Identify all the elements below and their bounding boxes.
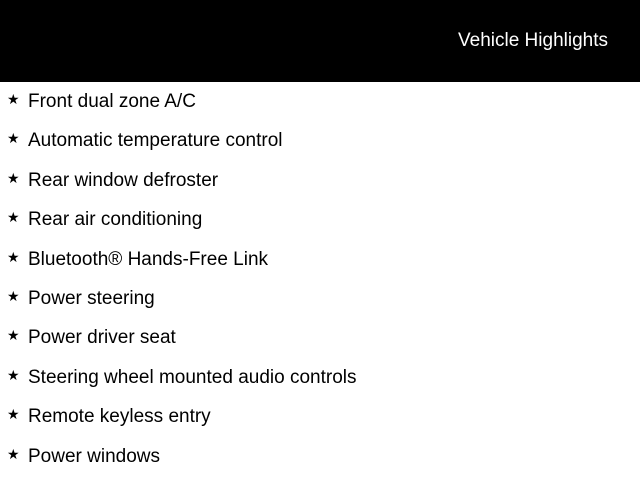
star-icon: ★ bbox=[7, 367, 20, 384]
header-bar bbox=[0, 0, 640, 82]
highlight-label: Rear window defroster bbox=[28, 169, 219, 191]
list-item bbox=[0, 318, 640, 357]
star-icon: ★ bbox=[7, 288, 20, 305]
star-icon: ★ bbox=[7, 328, 20, 345]
highlight-label: Automatic temperature control bbox=[28, 130, 283, 152]
list-item bbox=[0, 437, 640, 476]
highlight-label: Bluetooth® Hands-Free Link bbox=[28, 248, 269, 270]
highlight-label: Power steering bbox=[28, 287, 155, 309]
highlight-label: Rear air conditioning bbox=[28, 209, 203, 231]
list-item bbox=[0, 121, 640, 160]
highlights-list bbox=[0, 82, 640, 476]
star-icon: ★ bbox=[7, 210, 20, 227]
highlight-label: Power windows bbox=[28, 445, 160, 467]
list-item bbox=[0, 397, 640, 436]
list-item bbox=[0, 200, 640, 239]
star-icon: ★ bbox=[7, 131, 20, 148]
highlight-label: Remote keyless entry bbox=[28, 406, 211, 428]
page-title: Vehicle Highlights bbox=[458, 30, 608, 51]
list-item bbox=[0, 240, 640, 279]
star-icon: ★ bbox=[7, 407, 20, 424]
list-item bbox=[0, 82, 640, 121]
list-item bbox=[0, 161, 640, 200]
list-item bbox=[0, 358, 640, 397]
highlight-label: Power driver seat bbox=[28, 327, 176, 349]
highlight-label: Steering wheel mounted audio controls bbox=[28, 366, 357, 388]
star-icon: ★ bbox=[7, 446, 20, 463]
star-icon: ★ bbox=[7, 92, 20, 108]
star-icon: ★ bbox=[7, 249, 20, 266]
list-item bbox=[0, 279, 640, 318]
highlight-label: Front dual zone A/C bbox=[28, 91, 196, 112]
star-icon: ★ bbox=[7, 170, 20, 187]
